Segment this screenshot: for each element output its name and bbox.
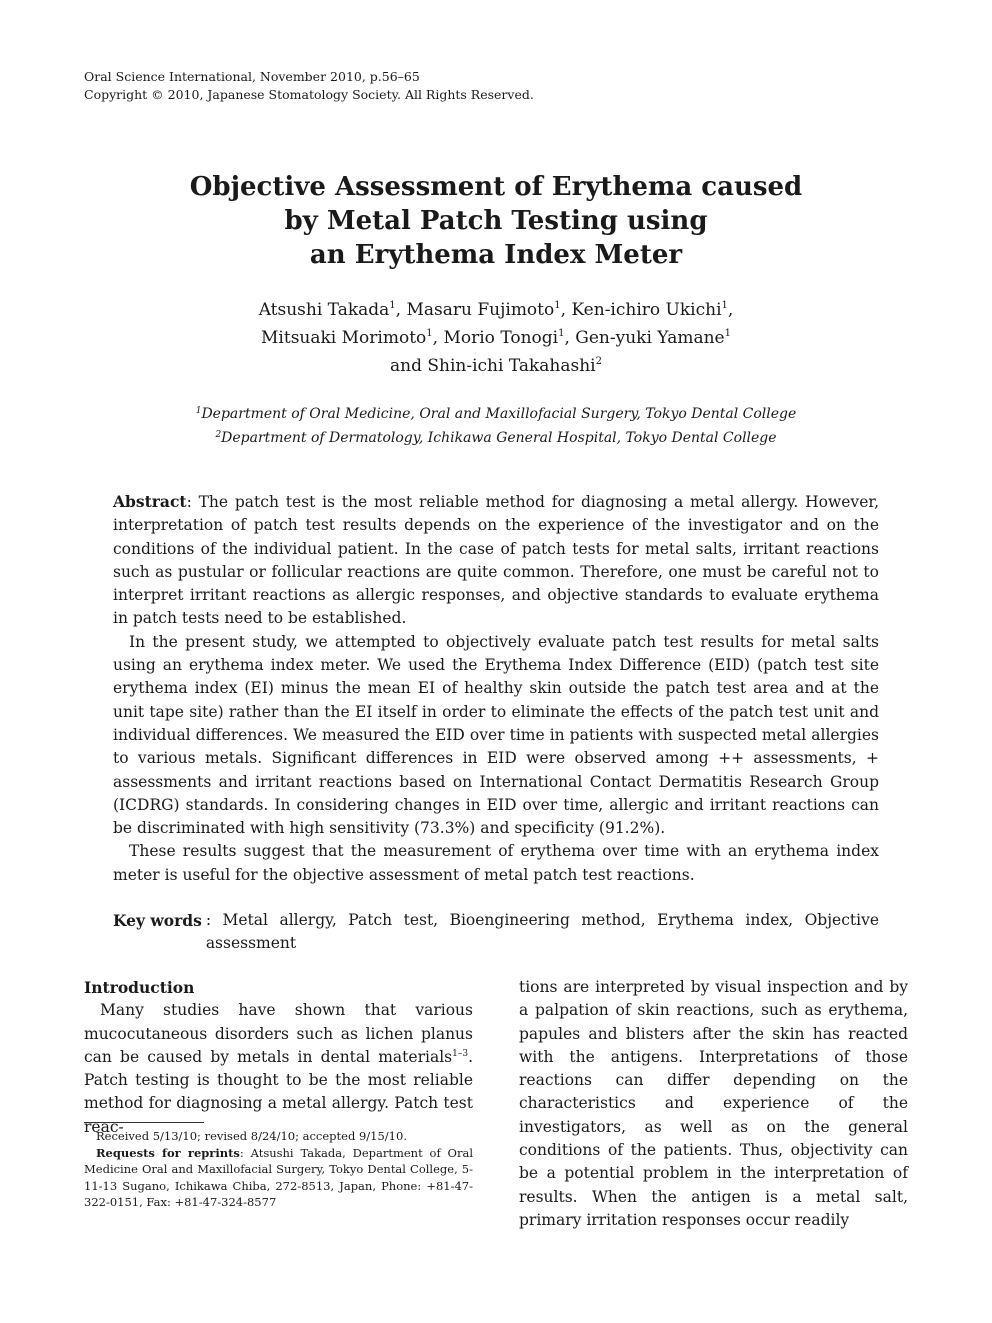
reprint-request xyxy=(84,1145,473,1211)
body-paragraph: tions are interpreted by visual inspection and by a palpation of skin reactions, such as erythema, papules and blisters after the skin has reacted with the antigens. Interpretations of those reactions can differ depending on the characteristics and experience of the investigators, as well as on the general conditions of the patients. Thus, objectivity can be a potential problem in the interpretation of results. When the antigen is a metal salt, primary irritation responses occur readily xyxy=(519,978,908,1229)
author-name: Masaru Fujimoto xyxy=(406,300,555,320)
keywords-text: : Metal allergy, Patch test, Bioengineering method, Erythema index, Objective assessment xyxy=(205,911,879,953)
body-text: Many studies have shown that various mucocutaneous disorders such as lichen planus can be caused by metals in dental materials xyxy=(84,1001,473,1066)
affiliation-number: 2 xyxy=(215,430,222,440)
author-name: Ken-ichiro Ukichi xyxy=(571,300,722,320)
abstract-paragraph: These results suggest that the measurement of erythema over time with an erythema index meter is useful for the objective assessment of metal patch test reactions. xyxy=(113,842,879,884)
left-column xyxy=(84,976,473,1139)
author-affiliation-mark: 1 xyxy=(558,328,565,339)
reprints-text: : Atsushi Takada, Department of Oral Medicine Oral and Maxillofacial Surgery, Tokyo Dental College, 5-11-13 Sugano, Ichikawa Chiba, 272-8513, Japan, Phone: +81-47-322-0151, Fax: +81-47-324-8577 xyxy=(84,1145,474,1209)
abstract-paragraph xyxy=(113,490,879,631)
abstract-text: : The patch test is the most reliable method for diagnosing a metal allergy. However, interpretation of patch test results depends on the experience of the investigator and on the conditions of the individual patient. In the case of patch tests for metal salts, irritant reactions such as pustular or follicular reactions are quite common. Therefore, one must be careful not to interpret irritant reactions as allergic responses, and objective standards to evaluate erythema in patch tests need to be established. xyxy=(113,493,879,628)
right-column xyxy=(519,976,908,1232)
title-block xyxy=(0,170,992,450)
title-line: an Erythema Index Meter xyxy=(309,240,683,270)
article-title xyxy=(0,170,992,272)
abstract-paragraph: In the present study, we attempted to objectively evaluate patch test results for metal salts using an erythema index meter. We used the Erythema Index Difference (EID) (patch test site erythema index (EI) minus the mean EI of healthy skin outside the patch test area and at the unit tape site) rather than the EI itself in order to eliminate the effects of the patch test unit and individual differences. We measured the EID over time in patients with suspected metal allergies to various metals. Significant differences in EID were observed among ++ assessments, + assessments and irritant reactions based on International Contact Dermatitis Research Group (ICDRG) standards. In considering changes in EID over time, allergic and irritant reactions can be discriminated with high sensitivity (73.3%) and specificity (91.2%). xyxy=(113,632,879,838)
author-name: Mitsuaki Morimoto xyxy=(261,328,427,348)
author-line xyxy=(0,324,992,352)
author-separator: , xyxy=(564,328,576,348)
author-name: and Shin-ichi Takahashi xyxy=(389,356,596,376)
affiliation-list xyxy=(0,402,992,450)
journal-citation: Oral Science International, November 2010, p.56–65 xyxy=(84,69,420,84)
author-name: Atsushi Takada xyxy=(258,300,390,320)
citation-reference: 1–3 xyxy=(452,1048,469,1059)
author-separator: , xyxy=(560,300,572,320)
author-separator: , xyxy=(432,328,444,348)
title-line: Objective Assessment of Erythema caused xyxy=(189,172,803,202)
author-affiliation-mark: 1 xyxy=(721,300,728,311)
author-name: Morio Tonogi xyxy=(443,328,559,348)
footnotes xyxy=(84,1128,473,1211)
affiliation xyxy=(0,402,992,426)
copyright-line: Copyright © 2010, Japanese Stomatology Society. All Rights Reserved. xyxy=(84,87,534,102)
received-dates: Received 5/13/10; revised 8/24/10; accepted 9/15/10. xyxy=(96,1129,407,1143)
author-line xyxy=(0,352,992,380)
affiliation xyxy=(0,426,992,450)
author-separator: , xyxy=(727,300,734,320)
author-list xyxy=(0,296,992,380)
body-text: . Patch testing is thought to be the most reliable method for diagnosing a metal allergy. Patch test reac- xyxy=(84,1047,473,1136)
keywords xyxy=(113,909,879,956)
abstract xyxy=(113,490,879,887)
title-line: by Metal Patch Testing using xyxy=(284,206,708,236)
author-line xyxy=(0,296,992,324)
footnote-divider xyxy=(84,1122,204,1123)
author-affiliation-mark: 1 xyxy=(724,328,731,339)
affiliation-text: Department of Oral Medicine, Oral and Maxillofacial Surgery, Tokyo Dental College xyxy=(201,406,797,422)
section-heading: Introduction xyxy=(84,978,195,997)
reprints-label: Requests for reprints xyxy=(96,1145,240,1160)
affiliation-number: 1 xyxy=(195,406,202,416)
abstract-label: Abstract xyxy=(113,492,187,511)
author-separator: , xyxy=(395,300,407,320)
keywords-label: Key words xyxy=(113,911,202,930)
author-affiliation-mark: 1 xyxy=(554,300,561,311)
author-affiliation-mark: 1 xyxy=(389,300,396,311)
author-affiliation-mark: 2 xyxy=(595,356,602,367)
affiliation-text: Department of Dermatology, Ichikawa General Hospital, Tokyo Dental College xyxy=(221,430,777,446)
journal-header xyxy=(84,68,534,104)
author-name: Gen-yuki Yamane xyxy=(575,328,725,348)
author-affiliation-mark: 1 xyxy=(426,328,433,339)
body-paragraph xyxy=(84,999,473,1139)
